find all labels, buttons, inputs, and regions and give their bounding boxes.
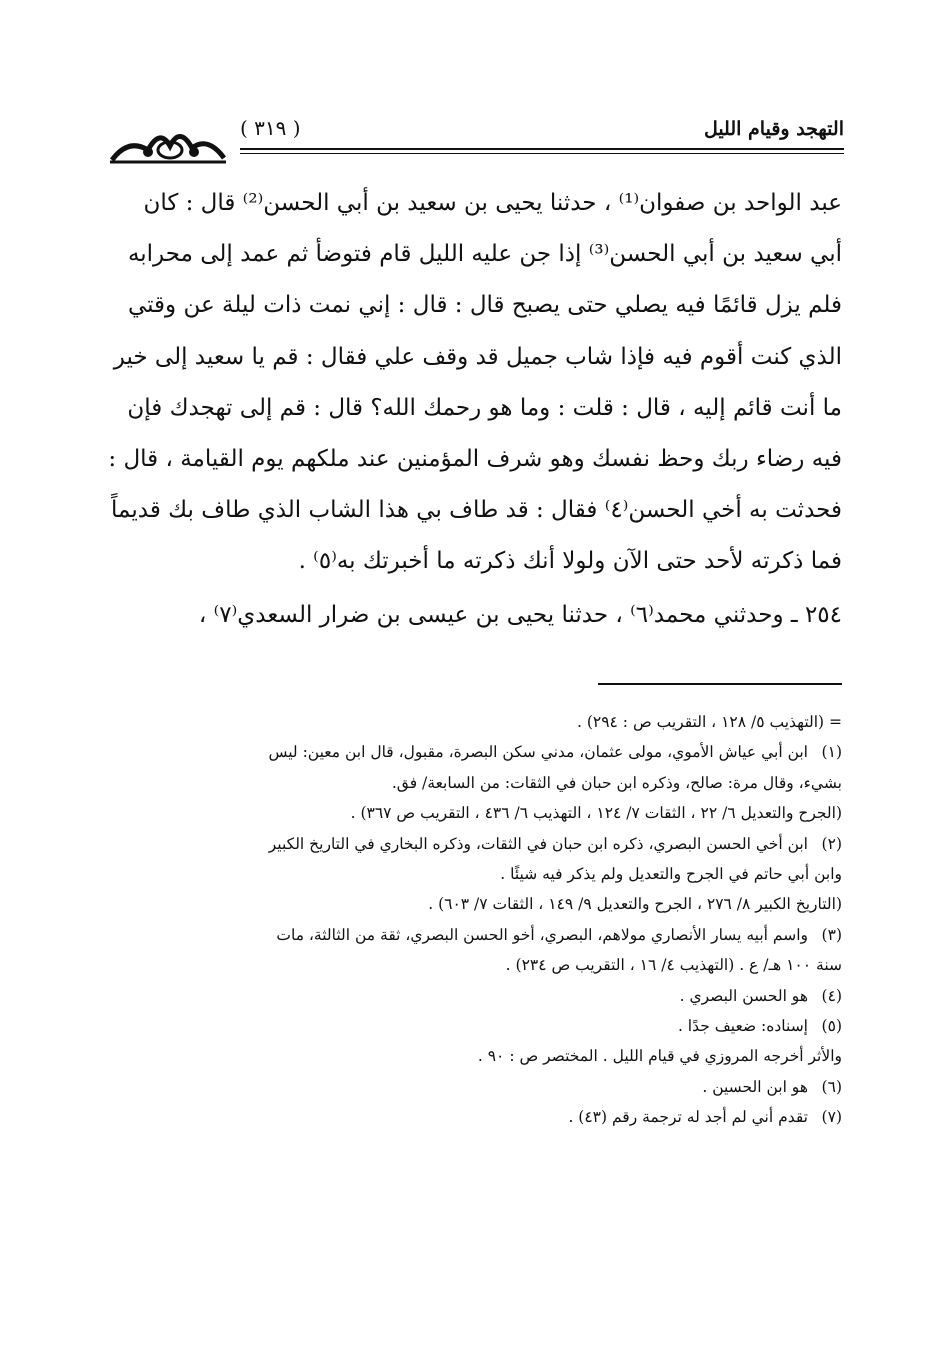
footnote-line: هو ابن الحسين . — [702, 1077, 808, 1096]
text-line: عبد الواحد بن صفوان⁽¹⁾ ، حدثنا يحيى بن سعيد بن أبي الحسن⁽²⁾ قال : كان — [143, 190, 842, 216]
footnote-line: ابن أبي عياش الأموي، مولى عثمان، مدني سكن البصرة، مقبول، قال ابن معين: ليس — [268, 743, 808, 762]
footnote-line: بشيء، وقال مرة: صالح، وذكره ابن حبان في الثقات: من السابعة/ فق. — [391, 773, 842, 792]
text-line: فلم يزل قائمًا فيه يصلي حتى يصبح قال : قال : إني نمت ذات ليلة عن وقتي — [127, 292, 842, 319]
footnote-number: (٤) — [821, 986, 842, 1005]
header-rule-thin — [240, 153, 844, 154]
footnote-line: (التاريخ الكبير ٨/ ٢٧٦ ، الجرح والتعديل ٩/ ١٤٩ ، الثقات ٧/ ٦٠٣) . — [428, 895, 842, 914]
footnote-number: (٧) — [821, 1108, 842, 1127]
footnote-item — [118, 920, 842, 950]
footnote-number: (٣) — [821, 925, 842, 944]
footnotes — [118, 707, 842, 1133]
footnote-item — [118, 1102, 842, 1132]
footnote-line: والأثر أخرجه المروزي في قيام الليل . المختصر ص : ٩٠ . — [477, 1047, 842, 1066]
footnote-item — [118, 981, 842, 1011]
entry-line: ٢٥٤ ـ وحدثني محمد⁽٦⁾ ، حدثنا يحيى بن عيسى بن ضرار السعدي⁽٧⁾ ، — [198, 602, 842, 628]
text-line: ما أنت قائم إليه ، قال : قلت : وما هو رحمك الله؟ قال : قم إلى تهجدك فإن — [127, 394, 842, 421]
footnote-item — [118, 1072, 842, 1102]
running-title: التهجد وقيام الليل — [703, 118, 844, 140]
footnote-number: (١) — [821, 743, 842, 762]
footnote-line: ابن أخي الحسن البصري، ذكره ابن حبان في الثقات، وذكره البخاري في التاريخ الكبير — [268, 834, 808, 853]
text-line: أبي سعيد بن أبي الحسن⁽³⁾ إذا جن عليه الليل قام فتوضأ ثم عمد إلى محرابه — [127, 241, 842, 268]
ornament-icon — [108, 120, 228, 166]
text-line: فما ذكرته لأحد حتى الآن ولولا أنك ذكرته ما أخبرتك به⁽٥⁾ . — [298, 548, 842, 575]
footnote-line: تقدم أني لم أجد له ترجمة رقم (٤٣) . — [568, 1108, 808, 1127]
footnote-item — [118, 1011, 842, 1041]
footnote-item — [118, 829, 842, 859]
narration-entry — [100, 590, 842, 640]
page-header — [108, 112, 844, 172]
footnote-number: (٦) — [821, 1077, 842, 1096]
footnote-line: إسناده: ضعيف جدًا . — [677, 1017, 808, 1036]
footnote-line: سنة ١٠٠ هـ/ ع . (التهذيب ٤/ ١٦ ، التقريب ص ٢٣٤) . — [505, 956, 842, 975]
page-number: ( ٣١٩ ) — [240, 116, 301, 140]
text-line: فحدثت به أخي الحسن⁽٤⁾ فقال : قد طاف بي هذا الشاب الذي طاف بك قديماً — [111, 497, 842, 524]
footnote-line: (الجرح والتعديل ٦/ ٢٢ ، الثقات ٧/ ١٢٤ ، التهذيب ٦/ ٤٣٦ ، التقريب ص ٣٦٧) . — [350, 804, 842, 823]
header-rule — [240, 148, 844, 150]
text-line: الذي كنت أقوم فيه فإذا شاب جميل قد وقف علي فقال : قم يا سعيد إلى خير — [113, 343, 842, 370]
footnote-line: وابن أبي حاتم في الجرح والتعديل ولم يذكر فيه شيئًا . — [500, 865, 842, 884]
footnote-item — [118, 737, 842, 767]
footnote-number: (٥) — [821, 1017, 842, 1036]
footnote-number: (٢) — [821, 834, 842, 853]
footnote-line: واسم أبيه يسار الأنصاري مولاهم، البصري، أخو الحسن البصري، ثقة من الثالثة، مات — [276, 925, 808, 944]
footnote-separator — [598, 683, 842, 685]
footnote-line: هو الحسن البصري . — [679, 986, 808, 1005]
main-text — [100, 178, 842, 588]
footnote-continuation: = (التهذيب ٥/ ١٢٨ ، التقريب ص : ٢٩٤) . — [576, 713, 842, 731]
text-line: فيه رضاء ربك وحظ نفسك وهو شرف المؤمنين عند ملكهم يوم القيامة ، قال : — [108, 446, 842, 473]
